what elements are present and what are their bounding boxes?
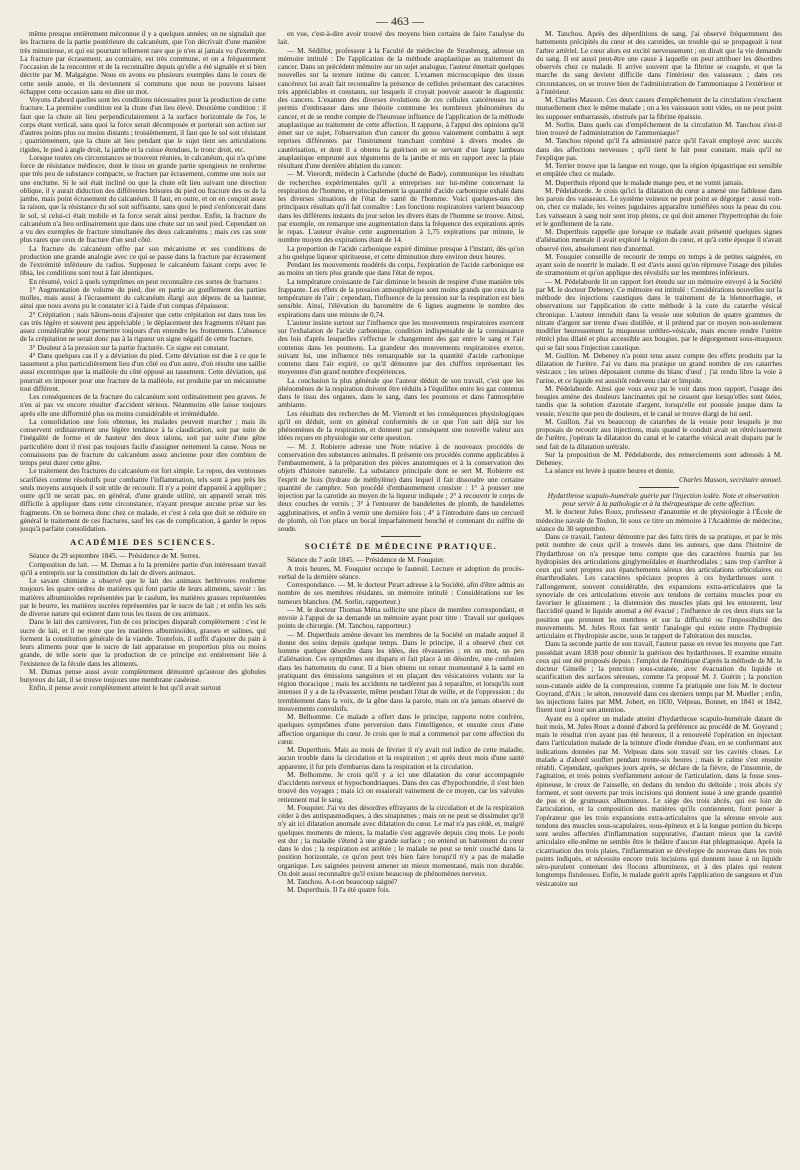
paragraph: La fracture du calcanéum offre par son mécanisme et ses conditions de production une grande analogie avec ce qui se passe dans la fracture par écrasement de l'extrémité inférieure du radius. Supposez le calcanéum faisant corps avec le tibia, les conditions sont tout à fait identiques. <box>20 244 266 278</box>
section-divider <box>371 553 431 554</box>
section-title-academie: ACADÉMIE DES SCIENCES. <box>70 537 216 548</box>
section-divider <box>113 549 173 550</box>
paragraph: M. Duperthuis répond que le malade mange peu, et ne vomit jamais. <box>545 178 744 187</box>
session-line: Séance du 7 août 1845. — Présidence de M. Fouquier. <box>287 556 445 565</box>
paragraph: même presque entièrement méconnue il y a quelques années; on ne signalait que les fractures de la partie postérieure du calcanéum, que l'on décrivait d'une manière très minutieuse, et qui est pourtant tellement rare que je n'en ai jamais vu d'exemple. La fracture par écrasement, au contraire, est très commune, et on a fréquemment l'occasion de la rencontrer et de la reconnaître depuis qu'elle a été signalée et si bien décrite par M. Malgaigne. Nous en avons eu plusieurs exemples dans le cours de cette seule année, et ils deviennent si communs que nous ne pouvons laisser échapper cette occasion sans en dire un mot. <box>20 30 266 96</box>
paragraph: La séance est levée à quatre heures et demie. <box>545 467 675 476</box>
paragraph: Correspondance. — M. le docteur Pirart adresse à la Société, afin d'être admis au nombre de ses membres résidants, un mémoire intitulé : Considérations sur les tumeurs blanches. (M. Sorlin, rapporteur.) <box>278 581 524 606</box>
paragraph: M. Charles Masson. Ces deux causes d'empêchement de la circulation s'excluent mutuellement chez le même malade ; on a les vaisseaux sont vides, on ne peut point les supposer embarrassés, obstrués par la fibrine épaissie. <box>536 96 782 121</box>
paragraph: M. Pédelaborde. Je crois qu'ici la dilatation du cœur a amené une faiblesse dans les parois des vaisseaux. Le système veineux ne peut point se dégorger : aussi voit-on, chez ce malade, les veines jugulaires apparaître tuméfiées sous la peau du cou. Les vaisseaux à sang noir sont trop pleins, ce qui doit amener l'hypertrophie du foie et le gonflement de la rate. <box>536 186 782 228</box>
paragraph: M. Terrier trouve que la langue est rouge, que la région épigastrique est sensible et empâtée chez ce malade. <box>536 162 782 179</box>
paragraph: 1° Augmentation de volume du pied, due en partie au gonflement des parties molles, mais aussi à l'écrasement du calcanéum élargi aux dépens de sa hauteur, ainsi que nous avons pu le constater ici à l'aide d'un compas d'épaisseur. <box>20 285 266 311</box>
paragraph: Lorsque toutes ces circonstances se trouvent réunies, le calcanéum, qui n'a qu'une force de résistance médiocre, dont le tissu en grande partie spongieux ne renferme que très peu de substance compacte, se fracture par écrasement, comme une noix sur une enclume. Si le sol était incliné ou que la chute eût lieu suivant une direction oblique, il y aurait diduction des différentes brisures du pied ou fracture des os de la jambe, mais point écrasement du calcanéum. Il faut, en outre, et on en conçoit assez la raison, que la résistance du sol soit suffisante, sans quoi le pied s'enfoncerait dans le sol, si celui-ci était mobile et la force serait ainsi perdue. Enfin, la fracture du calcanéum n'a lieu ordinairement que dans une chute sur un seul pied. Cependant on a vu des exemples de fracture simultanée des deux calcanéums ; mais ces cas sont plus rares que ceux de fracture d'un seul côté. <box>20 153 266 245</box>
column-middle <box>278 30 524 1158</box>
column-left <box>20 30 266 1158</box>
paragraph: Dans ce travail, l'auteur démontre par des faits tirés de sa pratique, et par le très petit nombre de ceux qu'il a trouvés dans les auteurs, que dans l'histoire de l'hydarthrose on n'a presque tenu compte que des caractères fournis par les hydropisies des articulations ginglymoïdales et énarthrodiales ; sans trop s'arrêter à ceux qui sont propres aux épanchements séreux des articulations orbiculaires ou énarthrodiales. Les caractères spéciaux propres à ces hydarthroses sont : l'allongement, souvent considérable, des expansions extra-articulaires que la synoviale de ces articulations envoie aux tendons de certains muscles pour en favoriser le glissement ; la distension des muscles plats qui les entourent, leur flaccidité quand le liquide anomal a été évacué ; l'influence de ces deux états sur la position que prennent les membres et sur la difficulté ou l'impossibilité des mouvements. M. Jules Roux fait sentir l'analogie qui existe entre l'hydropisie articulaire et l'hydropisie ascite, sous le rapport de l'altération des muscles. <box>536 533 782 640</box>
paragraph: La température croissante de l'air diminue le besoin de respirer d'une manière très frappante. Les effets de la pression atmosphérique sont moins grands que ceux de la température de l'air ; cependant, l'influence de la pression sur la respiration est bien sensible. Ainsi, l'élévation du baromètre de 6 lignes augmente le nombre des expirations dans une minute de 0,74. <box>278 277 524 319</box>
paragraph: M. Duperthuis. Mais au mois de février il n'y avait nul indice de cette maladie, aucun trouble dans la circulation et la respiration ; et après deux mois d'une santé apparente, il fut pris d'embarras dans la respiration et la circulation. <box>278 746 524 771</box>
paragraph: M. Duperthuis. Il l'a été quatre fois. <box>287 886 391 895</box>
paragraph: Dans le lait des carnivores, l'un de ces principes disparaît complètement : c'est le sucre de lait, et il ne reste que les matières albuminoïdes, grasses et salines, qui forment la constitution générale de la viande. Toutefois, il suffit d'ajouter du pain à leurs aliments pour que le sucre de lait apparaisse en proportion plus ou moins grande, de telle sorte que la production de ce principe est entièrement liée à l'existence de la fécule dans les aliments. <box>20 618 266 668</box>
fracture-article <box>20 30 266 533</box>
paragraph: 4° Dans quelques cas il y a déviation du pied. Cette déviation est due à ce que le tassement a plus particulièrement lieu d'un côté ou d'un autre, d'où résulte une saillie aussi excentrique que la malléole du côté opposé au tassement. Cette déviation, qui pourrait en imposer pour une fracture de la malléole, est produite par un mécanisme tout différent. <box>20 351 266 393</box>
paragraph: — M. Pédelaborde lit un rapport fort étendu sur un mémoire envoyé à la Société par M. le docteur Debeney. Ce mémoire est intitulé : Considérations nouvelles sur la méthode des injections caustiques dans le traitement de la blennorrhagie, et observations sur l'application de cette méthode à la cure du catarrhe vésical chronique. L'auteur introduit dans la vessie une solution de quatre grammes de nitrate d'argent sur trente d'eau distillée, et il prétend par ce moyen non-seulement modifier heureusement la muqueuse uréthro-vésicale, mais encore rendre l'urètre rétréci plus dilaté et plus accessible aux bougies, par le dégorgement sous-muqueux qui se fait sous l'injection caustique. <box>536 277 782 352</box>
paragraph: M. Belhomme. Ce malade a offert dans le principe, rapporte notre confrère, quelques symptômes d'une perversion dans l'intelligence, et ensuite ceux d'une affection organique du cœur. Je crois que le mal a commencé par cette affection du cœur. <box>278 713 524 746</box>
paragraph: M. Pédelaborde. Ainsi que vous avez pu le voir dans mon rapport, l'usage des bougies amène des douleurs lancinantes qui ne cessent que lorsqu'elles sont ôtées, tandis que la solution d'azotate d'argent, lorsqu'elle est poussée jusque dans la vessie, n'excite que peu de douleurs, et le canal se trouve élargi de lui seul. <box>536 384 782 418</box>
section-title-societe: SOCIÉTÉ DE MÉDECINE PRATIQUE. <box>304 541 498 552</box>
paragraph: La consolidation une fois obtenue, les malades peuvent marcher ; mais ils conservent ordinairement une légère tendance à la claudication, soit par suite de l'inégalité de forme et de hauteur des deux talons, soit par suite d'une gêne particulière dont il n'est pas toujours facile d'assigner nettement la cause. Nous ne connaissons pas de fracture du calcanéum assez ancienne pour dire combien de temps peut durer cette gêne. <box>20 417 266 467</box>
paragraph: — M. Sédillot, professeur à la Faculté de médecine de Strasbourg, adresse un mémoire intitulé : De l'application de la méthode anaplastique au traitement du cancer. Dans un précédent mémoire sur un sujet analogue, l'auteur émettait quelques nouvelles sur la texture intime du cancer. L'examen microscopique des tissus cancéreux lui avait fait reconnaître la présence de cellules présentant des caractères très appréciables et constants, sur lesquels il croyait pouvoir asseoir le diagnostic des cancers. L'examen des diverses évolutions de ces cellules cancéreuses lui a permis d'embrasser dans une théorie commune les nombreux phénomènes du cancer, et de se rendre compte de l'heureuse influence de l'application de la méthode anaplastique au traitement de cette affection. Il rapporte, à l'appui des opinions qu'il émet sur ce sujet, l'observation d'un cancer du genou vainement combattu à sept reprises différentes par l'instrument tranchant combiné à divers modes de cautérisation, et dont il a obtenu la guérison en se servant d'un large lambeau anaplastique emprunté aux téguments de la jambe et mis en rapport avec la plaie résultant d'une dernière ablation du cancer. <box>278 46 524 170</box>
article-title: Hydarthrose scapulo-humérale guérie par l'injection iodée. Note et observation pour servir à la pathologie et à la thérapeutique de cette affection. <box>547 491 780 508</box>
paragraph: Enfin, il pense avoir complètement atteint le but qu'il avait surtout <box>29 684 221 693</box>
paragraph: En résumé, voici à quels symptômes on peut reconnaître ces sortes de fractures : <box>29 277 263 286</box>
paragraph: La proportion de l'acide carbonique expiré diminue presque à l'instant, dès qu'on a bu quelque liqueur spiritueuse, et cette diminution dure environ deux heures. <box>278 244 524 261</box>
paragraph: Composition du lait. — M. Dumas a lu la première partie d'un intéressant travail qu'il a entrepris sur la constitution du lait de divers animaux. <box>20 560 266 577</box>
paragraph: Pendant les mouvements modérés du corps, l'expiration de l'acide carbonique est au moins un tiers plus grande que dans l'état de repos. <box>278 261 524 278</box>
paragraph: — M. le docteur Thomas Ména sollicite une place de membre correspondant, et envoie à l'appui de sa demande un mémoire ayant pour titre : Travail sur quelques points de chirurgie. (M. Tanchou, rapporteur.) <box>278 605 524 631</box>
paragraph: 3° Douleur à la pression sur la partie fracturée. Ce signe est constant. <box>29 343 230 352</box>
page-number: — 463 — <box>376 14 424 28</box>
paragraph: — M. J. Robierre adresse une Note relative à de nouveaux procédés de conservation des substances animales. Il présente ces procédés comme applicables à l'embaumement, à la préparation des pièces anatomiques et à la conservation des objets d'histoire naturelle. La substance principale dont se sert M. Robierre est l'esprit de bois (hydrate de méthylène) dans lequel il fait dissoudre une certaine quantité de camphre. Son procédé d'embaumement consiste : 1° à pousser une injection par la carotide au moyen de la liqueur indiquée ; 2° à recouvrir le corps de deux couches de vernis ; 3° à l'entourer de bandelettes de plomb, de bandelettes agglutinatives, et enfin à vernir une dernière fois ; 4° à l'introduire dans un cercueil de plomb, où l'on place un bocal imparfaitement bouché et contenant du sulfite de soude. <box>278 442 524 533</box>
paragraph: M. Guillon. J'ai vu beaucoup de catarrhes de la vessie pour lesquels je me proposais de recourir aux injections, mais quand le conduit avait un rétrécissement de l'urètre, j'opérais la dilatation du canal et le catarrhe vésical avait disparu par le seul fait de la dilatation urétrale. <box>536 417 782 451</box>
paragraph: Voyons d'abord quelles sont les conditions nécessaires pour la production de cette fracture. La première condition est la chute d'un lieu élevé. Deuxième condition : il faut que la chute ait lieu perpendiculairement à la surface horizontale de l'os, le corps étant vertical, sans quoi la force serait décomposée et porterait son action sur d'autres points plus ou moins distants ; troisièmement, il faut que le sol soit résistant ; quatrièmement, que la chute ait lieu pendant que le sujet tient ses articulations rigides, le pied à angle droit, la jambe et la cuisse étendues, le tronc droit, etc. <box>20 96 266 154</box>
paragraph: M. Belhomme. Je crois qu'il y a ici une dilatation du cœur accompagnée d'accidents nerveux et hypochondriaques. Dans des cas d'hypochondrie, il s'est bien trouvé des voyages ; mais ici on essaierait vainement de ce moyen, car les valvules retiennent mal le sang. <box>278 770 524 804</box>
paragraph: — M. Vierordt, médecin à Carlsruhe (duché de Bade), communique les résultats de recherches expérimentales qu'il a entreprises sur lui-même concernant la respiration de l'homme, et principalement la quantité d'acide carbonique exhalé dans les diverses situations de l'état de santé de l'homme. Voici quelques-uns des principaux résultats qu'il fait connaître : Les fonctions respiratoires varient beaucoup dans les différents instants du jour selon les divers états de l'homme se trouve. Ainsi, par exemple, on remarque une augmentation dans la fréquence des expirations après le repas. L'auteur évalue cette augmentation à 1,75 expirations par minute, le nombre moyen des expirations étant de 14. <box>278 170 524 245</box>
paragraph: 2° Crépitation ; nais hâtons-nous d'ajouter que cette crépitation est dans tous les cas très légère et souvent peu appréciable ; le déplacement des fragments n'étant pas assez considérable pour permettre toujours d'en entendre les frottements. L'absence de la crépitation ne serait donc pas à la rigueur un signe négatif de cette fracture. <box>20 310 266 344</box>
paragraph: M. Sorlin. Dans quels cas d'empêchement de la circulation M. Tanchou s'est-il bien trouvé de l'administration de l'ammoniaque? <box>536 120 782 137</box>
divider <box>381 536 421 537</box>
paragraph: M. le docteur Jules Roux, professeur d'anatomie et de physiologie à l'École de médecine navale de Toulon, lit sous ce titre un mémoire à l'Académie de médecine, séance du 30 septembre. <box>536 508 782 533</box>
paragraph: Les résultats des recherches de M. Vierordt et les conséquences physiologiques qu'il en déduit, sont en général conformités de ce que l'on sait déjà sur les phénomènes de la respiration, et donnent par conséquent une nouvelle valeur aux idées reçues en physiologie sur cette question. <box>278 409 524 443</box>
divider <box>639 487 679 488</box>
paragraph: M. Fouquier conseille de recourir de temps en temps à de petites saignées, en ayant soin de nourrir le malade. Il est d'avis aussi qu'on réprouve l'usage des pilules de stramonium et qu'on applique des révulsifs sur les membres inférieurs. <box>536 252 782 278</box>
paragraph: M. Tanchou répond qu'il l'a administré parce qu'il l'avait employé avec succès dans des affections nerveuses ; qu'il tient le fait pour constant, mais qu'il ne l'explique pas. <box>536 137 782 162</box>
paragraph: Sur la proposition de M. Pédelaborde, des remerciements sont adressés à M. Debeney. <box>536 450 782 467</box>
paragraph: M. Guillon. M. Debeney n'a point tenu assez compte des effets produits par la dilatation de l'urètre. J'ai vu dans ma pratique un grand nombre de ces catarrhes vésicaux ; les urines déposaient comme du blanc d'œuf ; j'ai rendu libre la voie à l'urine, et ce liquide est aussitôt redevenu clair et limpide. <box>536 351 782 385</box>
secretary-signature: Charles Masson, secrétaire annuel. <box>678 475 782 484</box>
paragraph: Ayant eu à opérer un malade atteint d'hydarthrose scapulo-humérale datant de huit mois, M. Jules Roux a donné d'abord la préférence au procédé de M. Goyrand ; mais le résultat n'en ayant pas été heureux, il a renouvelé l'opération en injectant dans l'articulation malade de la teinture d'iode étendue d'eau, en se conformant aux indications données par M. Velpeau dans son travail sur les cavités closes. Le malade a d'abord souffert pendant trente-six heures ; mais le calme s'est ensuite rétabli. Cependant, quelques jours après, se déclare de la fièvre, de l'insomnie, de l'agitation, et trois points s'enflamment autour de l'articulation, dans la fosse sous-épineuse, le creux de l'aisselle, en dedans du tendon du deltoïde ; trois abcès s'y forment, et sont ouverts par trois incisions qui donnent issue à une grande quantité de pus et de grumeaux albumineux. Le siège des trois abcès, qui est loin de l'articulation, et la composition des matières qu'ils contiennent, font penser à l'opérateur que les trois expansions extra-articulaires que la séreuse envoie aux tendons des muscles sous-scapulaires, sous-épineux et à la longue portion du biceps sont seules affectées d'inflammation suppurative, d'autant mieux que la cavité articulaire elle-même ne semble être le théâtre d'aucun état phlegmasique. Après la cicatrisation des trois plaies, l'inflammation se développe de nouveau dans les trois points indiqués, et nécessite encore trois incisions qui donnent issue à un liquide séro-purulent contenant des flocons albumineux, et à des plaies qui restent longtemps fistuleuses. Enfin, le malade guérit après l'application de sangsues et d'un vésicatoire sur <box>536 714 782 888</box>
paragraph: M. Duperthuis rappelle que lorsque ce malade avait présenté quelques signes d'aliénation mentale il avait exploré la région du cœur, et qu'à cette époque il n'avait observé rien, absolument rien d'anormal. <box>536 228 782 253</box>
paragraph: Le traitement des fractures du calcanéum est fort simple. Le repos, des ventouses scarifiées comme résolutifs pour combattre l'inflammation, tels sont à peu près les seuls moyens auxquels il soit utile de recourir. Il n'y a point d'appareil à appliquer ; outre qu'il ne serait pas, en général, d'une grande utilité, un appareil serait très difficile à appliquer dans cette circonstance, n'ayant presque aucune prise sur les fragments. On se bornera donc chez ce malade, et c'est à cela que doit se réduire en général le traitement de ces fractures, sauf les cas de complication, à garder le repos jusqu'à parfaite consolidation. <box>20 467 266 533</box>
paragraph: La conclusion la plus générale que l'auteur déduit de son travail, c'est que les phénomènes de la respiration doivent être réduits à l'équilibre entre les gaz contenus dans le tissu des organes, dans le sang, dans les poumons et dans l'atmosphère ambiante. <box>278 376 524 410</box>
paragraph: M. Fouquier. J'ai vu des désordres effrayants de la circulation et de la respiration céder à des antispasmodiques, à des sinapismes ; mais on ne peut se dissimuler qu'il n'y ait ici dilatation anomale avec dilatation du cœur. Le mal n'a pas cédé, et, malgré quelques moments de mieux, la maladie s'est aggravée depuis cinq mois. Le pouls est dur ; la maladie s'étend à une grande surface ; on entend un battement du cœur dans le dos ; la respiration est arrêtée ; le malade ne peut se tenir couché dans la position horizontale, ce qu'on peut très bien faire lorsqu'il n'y a pas de maladie organique. Les saignées peuvent amener un mieux momentané, mais non durable. On doit aussi reconnaître qu'il existe beaucoup de phénomènes nerveux. <box>278 803 524 878</box>
paragraph: A trois heures, M. Fouquier occupe le fauteuil. Lecture et adoption du procès-verbal de la dernière séance. <box>278 564 524 581</box>
column-right <box>536 30 782 1158</box>
paragraph: M. Dumas pense aussi avoir complètement démontré qu'autour des globules butyreux du lait, il se trouve toujours une membrane caséeuse. <box>20 667 266 684</box>
session-line: Séance du 29 septembre 1845. — Présidence de M. Serres. <box>29 552 201 561</box>
paragraph: L'auteur insiste surtout sur l'influence que les mouvements respiratoires exercent sur l'exhalation de l'acide carbonique, condition indispensable de la connaissance des lois d'après lesquelles s'effectue le changement des gaz entre le sang et l'air contenus dans les poumons. La grandeur des mouvements respiratoires exerce, suivant lui, une influence très remarquable sur la quantité d'acide carbonique contenu dans l'air expiré, ce qu'il démontre par des chiffres représentant les moyennes d'un grand nombre d'expériences. <box>278 318 524 377</box>
paragraph: M. Tanchou. A-t-on beaucoup saigné? <box>287 878 398 886</box>
paragraph: Dans la seconde partie de son travail, l'auteur passe en revue les moyens que l'art possédait avant 1838 pour obtenir la guérison des hydarthroses. Il examine ensuite ceux qui ont été proposés depuis : l'emploi de l'émétique d'après la méthode de M. le docteur Gimelle ; la ponction sous-cutanée, avec évacuation du liquide et scarification des surfaces séreuses, comme l'a proposé M. J. Guérin ; la ponction sous-cutanée aidée de la compression, comme l'a pratiquée une fois M. le docteur Goyrand, d'Aix ; le séton, renouvelé dans ces derniers temps par M. Mueller ; enfin, les injections faites par MM. Jobert, en 1830, Velpeau, Bonnet, en 1841 et 1842, fixent tout à tour son attention. <box>536 640 782 715</box>
paragraph: Les conséquences de la fracture du calcanéum sont ordinairement peu graves. Je n'en ai pas vu encore résulter d'accident sérieux. Néanmoins elle laisse toujours après elle une difformité plus ou moins considérable et irrémédiable. <box>20 393 266 418</box>
paragraph: — M. Duperthuis amène devant les membres de la Société un malade auquel il donne des soins depuis quelque temps. Dans le principe, il a observé chez cet homme quelque désordre dans les idées, des rêvasseries ; en un mot, un peu d'aliénation. Ces symptômes ont disparu et fait place à un désordre, une confusion dans les battements du cœur. Il a bien obtenu un retour momentané à la santé en pratiquant des émissions sanguines et en plaçant des vésicatoires volants sur la région thoracique ; mais les accidents ne tardèrent pas à reparaître, et lorsqu'ils sont intenses il y a de la rêvasserie, même pendant l'état de veille, et de l'oppression ; du tremblement dans la voix, de la gêne dans la parole, mais on n'a jamais observé de mouvements convulsifs. <box>278 630 524 713</box>
paragraph: Le savant chimiste a observé que le lait des animaux herbivores renferme toujours les quatre ordres de matières qui font partie de leurs aliments, savoir : les matières albuminoïdes représentées par le caséum, les matières grasses représentées par le beurre, les matières sucrées représentées par le sucre de lait ; et enfin les sels de diverse nature qui existent dans tous les tissus de ces animaux. <box>20 577 266 618</box>
paragraph: M. Tanchou. Après des déperditions de sang, j'ai observé fréquemment des battements précipités du cœur et des carotides, un trouble qui se propageait à tout l'arbre artériel. Le cœur alors est excité nerveusement ; on dirait que la vie demande du sang. Il est aussi peut-être une cause à laquelle on peut attribuer les désordres observés chez ce malade. Il arrive souvent que la fibrine se coagule, et que la marche du sang devient difficile dans l'intérieur des vaisseaux ; dans ces circonstances, on se trouve bien de l'administration de l'ammoniaque à l'extérieur et à l'intérieur. <box>536 30 782 96</box>
paragraph: en vue, c'est-à-dire avoir trouvé des moyens bien certains de faire l'analyse du lait. <box>278 30 524 47</box>
